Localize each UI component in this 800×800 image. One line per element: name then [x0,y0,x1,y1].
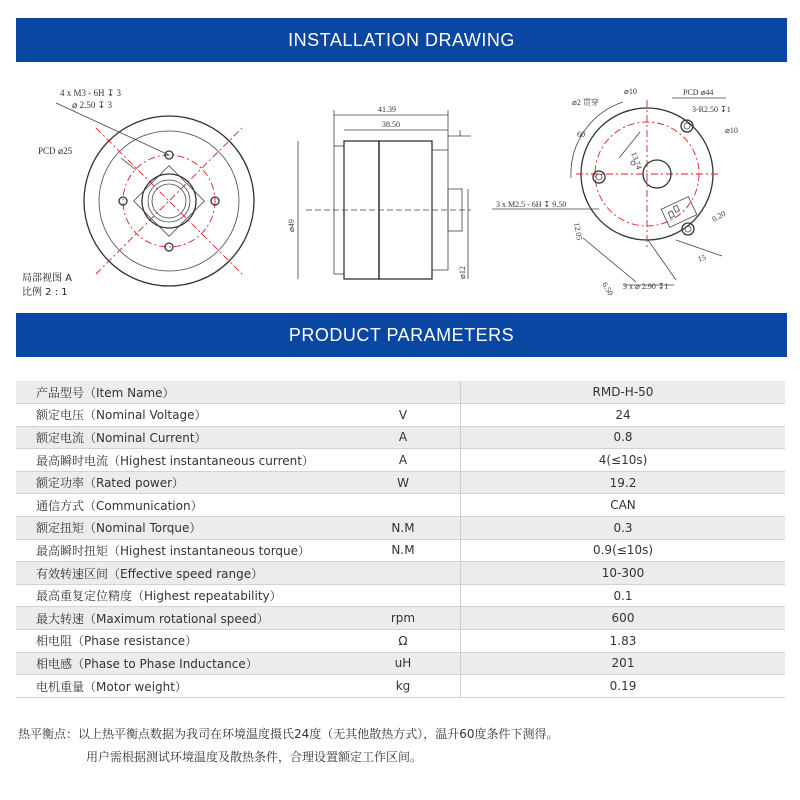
param-label: 产品型号（Item Name） [16,381,346,404]
param-row-nominal-current [16,426,785,449]
param-row-item-name [16,381,785,404]
rear-pcd-44: PCD ⌀44 [683,88,714,97]
param-unit: A [346,449,461,472]
param-value: 1.83 [461,630,786,653]
param-unit [346,562,461,585]
front-view-a [38,88,254,286]
param-unit: uH [346,652,461,675]
param-value: 600 [461,607,786,630]
param-value: CAN [461,494,786,517]
param-row-highest-torque [16,539,785,562]
param-label: 最大转速（Maximum rotational speed） [16,607,346,630]
param-label: 相电感（Phase to Phase Inductance） [16,652,346,675]
param-value: 19.2 [461,471,786,494]
param-label: 额定扭矩（Nominal Torque） [16,517,346,540]
product-parameters-banner [16,313,787,357]
param-label: 通信方式（Communication） [16,494,346,517]
param-unit [346,494,461,517]
param-value: 4(≤10s) [461,449,786,472]
param-unit: kg [346,675,461,698]
thread-spec-m2-5: 3 x M2.5 - 6H ↧ 9.50 [496,200,567,209]
installation-drawing-banner [16,18,787,62]
param-unit: Ω [346,630,461,653]
shaft-diameter: ⌀12 [458,266,467,279]
parameters-table [16,381,785,698]
hole-10-top: ⌀10 [624,87,637,96]
param-unit [346,381,461,404]
product-parameters-title: PRODUCT PARAMETERS [288,324,515,345]
param-unit: W [346,471,461,494]
param-label: 最高重复定位精度（Highest repeatability） [16,584,346,607]
param-label: 最高瞬时电流（Highest instantaneous current） [16,449,346,472]
thermal-note-line2: 用户需根据测试环境温度及散热条件，合理设置额定工作区间。 [86,750,423,764]
hole-spec-1: 4 x M3 - 6H ↧ 3 [60,88,122,98]
param-row-speed-range [16,562,785,585]
length-41-39: 41.39 [378,105,396,114]
radius-r2-50: 3-R2.50 ↧1 [692,105,731,114]
view-a-caption [22,272,72,300]
param-value: 0.19 [461,675,786,698]
installation-drawing-title: INSTALLATION DRAWING [288,29,515,50]
dim-0-20: 0.20 [710,208,728,224]
angle-60: 60 [577,130,585,139]
param-unit [346,584,461,607]
param-label: 相电阻（Phase resistance） [16,630,346,653]
param-unit: N.M [346,539,461,562]
param-row-highest-current [16,449,785,472]
param-row-motor-weight [16,675,785,698]
hole-through-2: ⌀2 贯穿 [572,98,599,107]
dim-13-74: 13.74 [629,150,644,171]
installation-drawing [16,70,787,308]
hole-spec-2: ⌀ 2.50 ↧ 3 [72,100,112,110]
param-label: 额定功率（Rated power） [16,471,346,494]
param-value: 10-300 [461,562,786,585]
dim-15: 15 [696,252,708,264]
param-row-communication [16,494,785,517]
param-label: 电机重量（Motor weight） [16,675,346,698]
param-row-repeatability [16,584,785,607]
param-value: 0.8 [461,426,786,449]
dim-12-05: 12.05 [572,221,585,242]
param-unit: N.M [346,517,461,540]
view-a-caption-line2: 比例 2 : 1 [22,287,68,298]
param-row-nominal-torque [16,517,785,540]
param-label: 额定电流（Nominal Current） [16,426,346,449]
param-unit: rpm [346,607,461,630]
side-view [287,105,471,279]
param-label: 额定电压（Nominal Voltage） [16,404,346,427]
param-value: 24 [461,404,786,427]
flange-1: 1 [458,129,462,138]
param-unit: V [346,404,461,427]
param-value: 0.3 [461,517,786,540]
length-38-50: 38.50 [382,120,400,129]
param-row-nominal-voltage [16,404,785,427]
small-holes-2-90: 3 x ⌀ 2.90 ↧1 [623,282,669,291]
param-value: RMD-H-50 [461,381,786,404]
param-value: 0.9(≤10s) [461,539,786,562]
param-row-rated-power [16,471,785,494]
param-row-phase-resistance [16,630,785,653]
param-row-max-speed [16,607,785,630]
body-diameter: ⌀49 [287,219,296,232]
pcd-25-label: PCD ⌀25 [38,146,73,156]
param-unit: A [346,426,461,449]
param-value: 201 [461,652,786,675]
param-value: 0.1 [461,584,786,607]
hole-10-right: ⌀10 [725,126,738,135]
rear-view [492,87,738,297]
dim-6-50: 6.50 [600,280,616,298]
param-label: 有效转速区间（Effective speed range） [16,562,346,585]
thermal-note-line1: 热平衡点：以上热平衡点数据为我司在环境温度摄氏24度（无其他散热方式），温升60度条件下测得。 [18,727,559,741]
param-label: 最高瞬时扭矩（Highest instantaneous torque） [16,539,346,562]
view-a-caption-line1: 局部视图 A [22,273,73,284]
param-row-phase-inductance [16,652,785,675]
